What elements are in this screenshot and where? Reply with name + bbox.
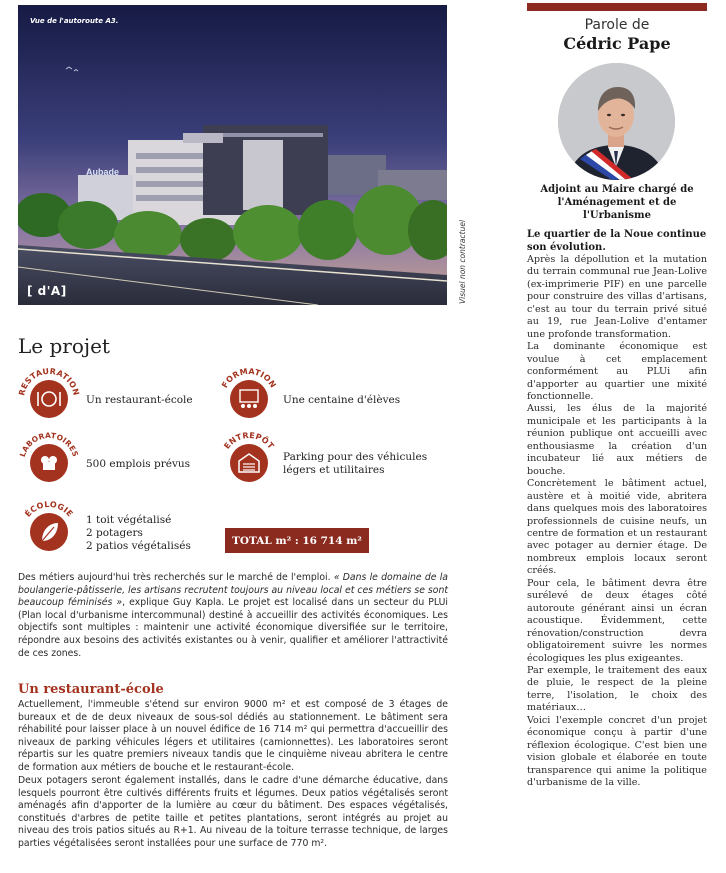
article-paragraph-1: Actuellement, l'immeuble s'étend sur environ 9000 m² et est composé de 3 étages de bureaux et de de deux niveaux de sous-sol dédiés au stationnement. Le bâtiment sera réhabilité pour laisser place à un nouvel édifice de 16 714 m² qui permettra d'accueillir des niveaux de parking véhicules légers et utilitaires (camionnettes). Les laboratoires seront répartis sur les quatre premiers niveaux tandis que le cinquième niveau abritera le centre de formation aux métiers de bouche et le restaurant-école. (18, 699, 448, 773)
feature-restauration-text: Un restaurant-école (86, 394, 193, 406)
sidebar-accent-bar (527, 3, 707, 11)
feature-laboratoires-text: 500 emplois prévus (86, 458, 191, 470)
building-sign: Aubade (86, 167, 120, 177)
intro-paragraph: Des métiers aujourd'hui très recherchés sur le marché de l'emploi. « Dans le domaine de la boulangerie-pâtisserie, les artisans recrutent toujours au niveau local et ces métiers se sont beaucoup féminisés », explique Guy Kapla. Le projet est localisé dans un secteur du PLUi (Plan local d'urbanisme intercommunal) destiné à accueillir des activités économiques. Les objectifs sont multiples : maintenir une activité économique diversifiée sur le territoire, répondre aux besoins des activités existantes ou à venir, qualifier et améliorer l'attractivité de ces zones. (18, 572, 448, 659)
sidebar-paragraph: Aussi, les élus de la majorité municipale et les participants à la réunion publique ont accueilli avec enthousiasme la création d'un incubateur lié aux métiers de bouche. (527, 403, 707, 477)
total-surface-badge: TOTAL m² : 16 714 m² (225, 528, 369, 553)
section-heading: Un restaurant-école (18, 682, 164, 697)
sidebar-paragraph: La dominante économique est voulue à cet emplacement conformément au PLUi afin d'apporter au quartier une mixité fonctionnelle. (527, 341, 707, 402)
sidebar-paragraph: Par exemple, le traitement des eaux de pluie, le respect de la pleine terre, l'isolation, le choix des matériaux… (527, 664, 707, 714)
sidebar-paragraph: Concrètement le bâtiment actuel, austère et à moitié vide, abritera dans quelques mois des laboratoires professionnels de cuisine neufs, un centre de formation et un restaurant avec potager au dernier étage. De nombreux emplois locaux seront créés. (527, 478, 707, 577)
sidebar-lead: Le quartier de la Noue continue son évolution. (527, 229, 707, 253)
sidebar-paragraph: Après la dépollution et la mutation du terrain communal rue Jean-Lolive (ex-imprimerie PIF) en une parcelle pour construire des villas d'artisans, c'est au tour du terrain privé situé au 19, rue Jean-Lolive d'entamer une profonde transformation. (527, 254, 707, 340)
laboratoires-badge (18, 430, 80, 492)
feature-entrepot-text: Parking pour des véhicules légers et utilitaires (283, 451, 428, 476)
sidebar-paragraph: Pour cela, le bâtiment devra être surélevé de deux étages côté autoroute générant ainsi un écran acoustique. Évidemment, cette rénovation/construction devra obligatoirement suivre les normes écologiques les plus exigeantes. (527, 577, 707, 664)
sidebar-kicker: Parole de (584, 17, 650, 33)
project-rendering-image (18, 5, 447, 305)
restauration-badge (18, 366, 80, 428)
badge-label: FORMATION (220, 366, 278, 390)
sidebar-name: Cédric Pape (563, 34, 671, 53)
ecologie-badge (18, 499, 80, 561)
architect-logo: [ d'A] (27, 284, 67, 298)
entrepot-badge (218, 430, 280, 492)
badge-label: RESTAURATION (17, 366, 81, 397)
feature-formation-text: Une centaine d'élèves (283, 394, 401, 406)
project-title: Le projet (18, 334, 110, 358)
badge-label: ENTREPÔT (222, 430, 276, 451)
article-paragraph-2: Deux potagers seront également installés, dans le cadre d'une démarche éducative, dans lesquels pourront être cultivés différents fruits et légumes. Deux patios végétalisés seront aménagés afin d'apporter de la lumière au cœur du bâtiment. Des espaces végétalisés, constitués d'arbres de petite taille et petites plantations, seront intégrés au projet au niveau des trois patios situés au R+1. Au niveau de la toiture terrasse technique, de larges parties végétalisées seront installées pour une surface de 770 m². (18, 775, 448, 849)
badge-label: LABORATOIRES (17, 430, 81, 459)
image-credit: Visuel non contractuel (458, 219, 467, 304)
role-title: Adjoint au Maire chargé de l'Aménagement et de l'Urbanisme (540, 184, 694, 221)
formation-badge (218, 366, 280, 428)
image-caption: Vue de l'autoroute A3. (30, 17, 119, 25)
sidebar-paragraph: Voici l'exemple concret d'un projet économique conçu à partir d'une réflexion écologique. C'est bien une vision globale et élaborée en toute transparence qui anime la politique d'urbanisme de la ville. (527, 714, 707, 789)
badge-label: ÉCOLOGIE (23, 499, 75, 519)
feature-ecologie-text: 1 toit végétalisé 2 potagers 2 patios végétalisés (86, 514, 191, 552)
sidebar-body (527, 254, 707, 789)
portrait-photo (558, 63, 675, 180)
